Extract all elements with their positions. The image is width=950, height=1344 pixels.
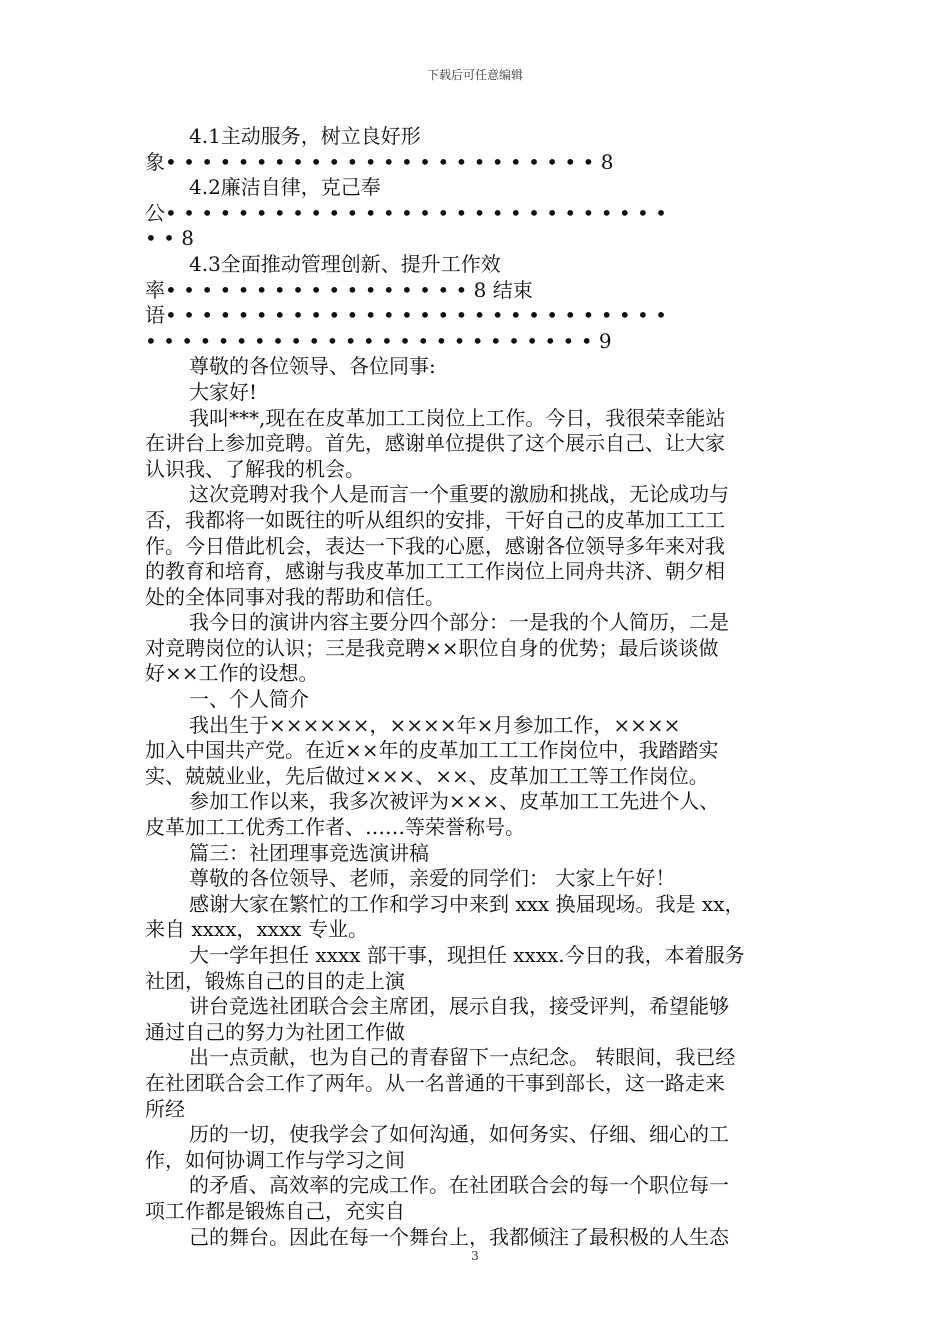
salutation: 尊敬的各位领导、老师，亲爱的同学们： 大家上午好！	[189, 866, 676, 891]
paragraph-line: 感谢大家在繁忙的工作和学习中来到 xxx 换届现场。我是 xx，	[189, 891, 745, 916]
toc-entry-4-1: 4.1主动服务，树立良好形	[189, 124, 421, 148]
paragraph-line: 通过自己的努力为社团工作做	[145, 1019, 405, 1044]
paragraph-line: 对竞聘岗位的认识；三是我竞聘××职位自身的优势；最后谈谈做	[145, 635, 719, 660]
paragraph-line: 的教育和培育，感谢与我皮革加工工工作岗位上同舟共济、朝夕相	[145, 559, 725, 584]
section-heading: 篇三：社团理事竞选演讲稿	[189, 840, 429, 865]
paragraph-line: 的矛盾、高效率的完成工作。在社团联合会的每一个职位每一	[189, 1173, 729, 1198]
paragraph-line: 参加工作以来，我多次被评为×××、皮革加工工先进个人、	[189, 789, 720, 814]
toc-leader: 语• • • • • • • • • • • • • • • • • • • • • • • • • • • •	[145, 303, 667, 328]
paragraph-line: 处的全体同事对我的帮助和信任。	[145, 584, 445, 609]
paragraph-line: 来自 xxxx，xxxx 专业。	[145, 917, 368, 942]
paragraph-line: 出一点贡献，也为自己的青春留下一点纪念。 转眼间，我已经	[189, 1045, 736, 1070]
paragraph-line: 这次竞聘对我个人是而言一个重要的激励和挑战，无论成功与	[189, 482, 729, 507]
paragraph-line: 加入中国共产党。在近××年的皮革加工工工作岗位中，我踏踏实	[145, 738, 719, 763]
toc-leader: 公• • • • • • • • • • • • • • • • • • • • • • • • • • • •	[145, 200, 667, 225]
paragraph-line: 否，我都将一如既往的听从组织的安排，干好自己的皮革加工工工	[145, 507, 725, 532]
document-body	[145, 124, 805, 1250]
paragraph-line: 我叫***,现在在皮革加工工岗位上工作。今日，我很荣幸能站	[189, 405, 726, 430]
paragraph-line: 皮革加工工优秀工作者、……等荣誉称号。	[145, 815, 525, 840]
paragraph-line: 社团，锻炼自己的目的走上演	[145, 968, 405, 993]
paragraph-line: 实、兢兢业业，先后做过×××、××、皮革加工工等工作岗位。	[145, 763, 709, 788]
toc-entry-4-3: 4.3全面推动管理创新、提升工作效	[189, 251, 501, 276]
paragraph-line: 在讲台上参加竞聘。首先，感谢单位提供了这个展示自己、让大家	[145, 431, 725, 456]
paragraph-line: 项工作都是锻炼自己，充实自	[145, 1198, 405, 1223]
paragraph-line: 好××工作的设想。	[145, 661, 319, 686]
toc-leader: • • 8	[145, 226, 195, 251]
paragraph-line: 我出生于××××××，××××年×月参加工作，××××	[189, 712, 681, 737]
toc-leader: • • • • • • • • • • • • • • • • • • • • • • • • • 9	[145, 328, 612, 353]
salutation: 尊敬的各位领导、各位同事:	[189, 354, 436, 379]
paragraph-line: 认识我、了解我的机会。	[145, 456, 365, 481]
greeting: 大家好!	[189, 379, 258, 404]
paragraph-line: 所经	[145, 1096, 185, 1121]
toc-entry-4-2: 4.2廉洁自律，克己奉	[189, 175, 381, 200]
paragraph-line: 己的舞台。因此在每一个舞台上，我都倾注了最积极的人生态	[189, 1224, 729, 1249]
paragraph-line: 我今日的演讲内容主要分四个部分：一是我的个人简历，二是	[189, 610, 729, 635]
toc-leader: 象• • • • • • • • • • • • • • • • • • • • • • • • 8	[145, 149, 614, 174]
paragraph-line: 作。今日借此机会，表达一下我的心愿，感谢各位领导多年来对我	[145, 533, 725, 558]
paragraph-line: 讲台竞选社团联合会主席团，展示自我，接受评判，希望能够	[189, 994, 729, 1019]
paragraph-line: 历的一切，使我学会了如何沟通，如何务实、仔细、细心的工	[189, 1122, 729, 1147]
toc-leader: 率• • • • • • • • • • • • • • • • • 8 结束	[145, 277, 533, 302]
page-header: 下载后可任意编辑	[426, 68, 523, 82]
page-number: 3	[471, 1249, 479, 1263]
section-heading: 一、个人简介	[189, 687, 309, 712]
paragraph-line: 作，如何协调工作与学习之间	[145, 1147, 405, 1172]
paragraph-line: 大一学年担任 xxxx 部干事，现担任 xxxx.今日的我，本着服务	[189, 943, 745, 967]
paragraph-line: 在社团联合会工作了两年。从一名普通的干事到部长，这一路走来	[145, 1070, 725, 1095]
